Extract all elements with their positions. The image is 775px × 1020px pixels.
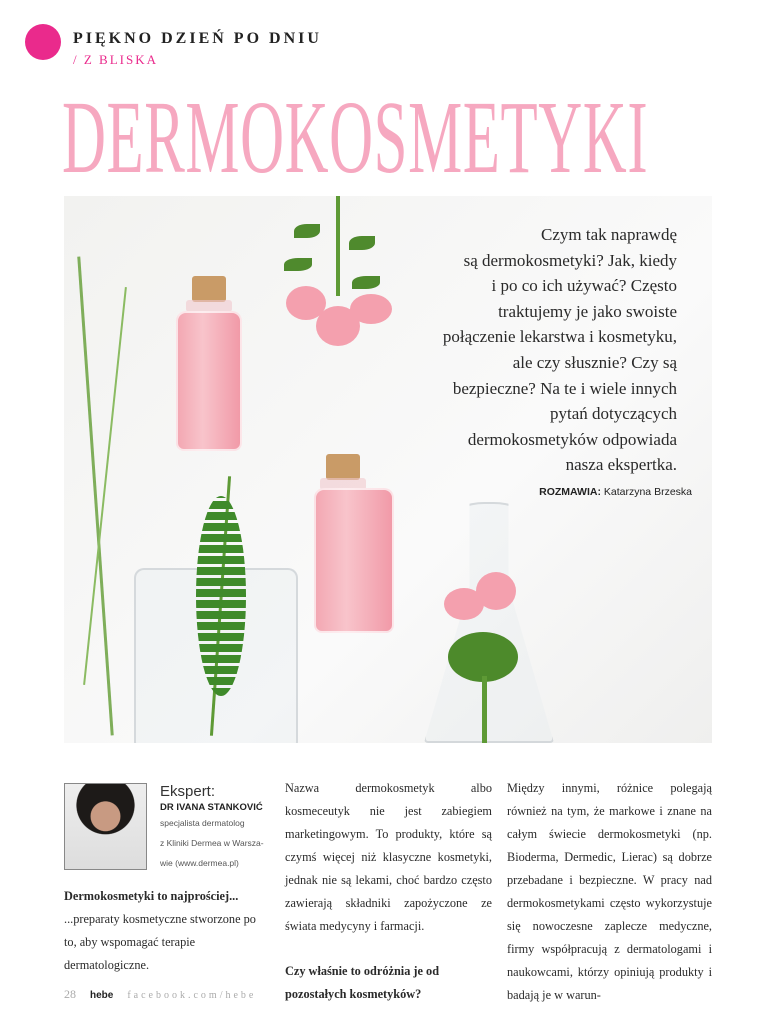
intro-text: Czym tak naprawdę są dermokosmetyki? Jak, kiedy i po co ich używać? Często traktujemy je jako swoiste połączenie lekarstwa i kosmetyku, ale czy słusznie? Czy są bezpieczne? Na te i wiele innych pytań dotyczących dermokosmetyków odpowiada nasza ekspertka.: [442, 225, 677, 475]
section-dot-icon: [25, 24, 61, 60]
expert-name: DR IVANA STANKOVIĆ: [160, 802, 263, 813]
brand-logo: hebe: [90, 990, 114, 1001]
expert-heading: Ekspert:: [160, 783, 216, 800]
section-title: PIĘKNO DZIEŃ PO DNIU: [73, 30, 322, 47]
question: Czy właśnie to odróżnia je od pozostałych kosmetyków?: [285, 964, 440, 1001]
column-1: [64, 885, 269, 977]
byline: ROZMAWIA: Katarzyna Brzeska: [539, 486, 692, 498]
page-number: 28: [64, 987, 76, 1001]
expert-box: [160, 783, 264, 873]
expert-avatar: [64, 783, 147, 870]
hero-photo: [64, 196, 712, 743]
expert-desc: specjalista dermatolog z Kliniki Dermea w Warsza- wie (www.dermea.pl): [160, 818, 264, 868]
column-3: [507, 777, 712, 1007]
social-link[interactable]: facebook.com/hebe: [127, 990, 257, 1001]
footer: [64, 987, 256, 1002]
question: Dermokosmetyki to najprościej...: [64, 889, 239, 903]
subsection-title: / Z BLISKA: [73, 52, 158, 67]
answer: ...preparaty kosmetyczne stworzone po to, aby wspomagać terapie dermatologiczne.: [64, 912, 256, 972]
column-2: [285, 777, 492, 1006]
paragraph: Nazwa dermokosmetyk albo kosmeceutyk nie jest zabiegiem marketingowym. To produkty, które są czymś więcej niż klasyczne kosmetyki, jednak nie są lekami, choć bardzo często zawierają składniki zapożyczone ze świata medycyny i farmacji.: [285, 781, 492, 933]
paragraph: Między innymi, różnice polegają również na tym, że markowe i znane na całym świecie dermokosmetyki (np. Bioderma, Dermedic, Lierac) są dobrze przebadane i bezpieczne. W pracy nad dermokosmetykami często wykorzystuje się nowoczesne zaplecze medyczne, firmy współpracują z dermatologami i naukowcami, którzy opiniują produkty i badają je w warun-: [507, 781, 712, 1002]
article-title: DERMOKOSMETYKI: [62, 80, 649, 195]
